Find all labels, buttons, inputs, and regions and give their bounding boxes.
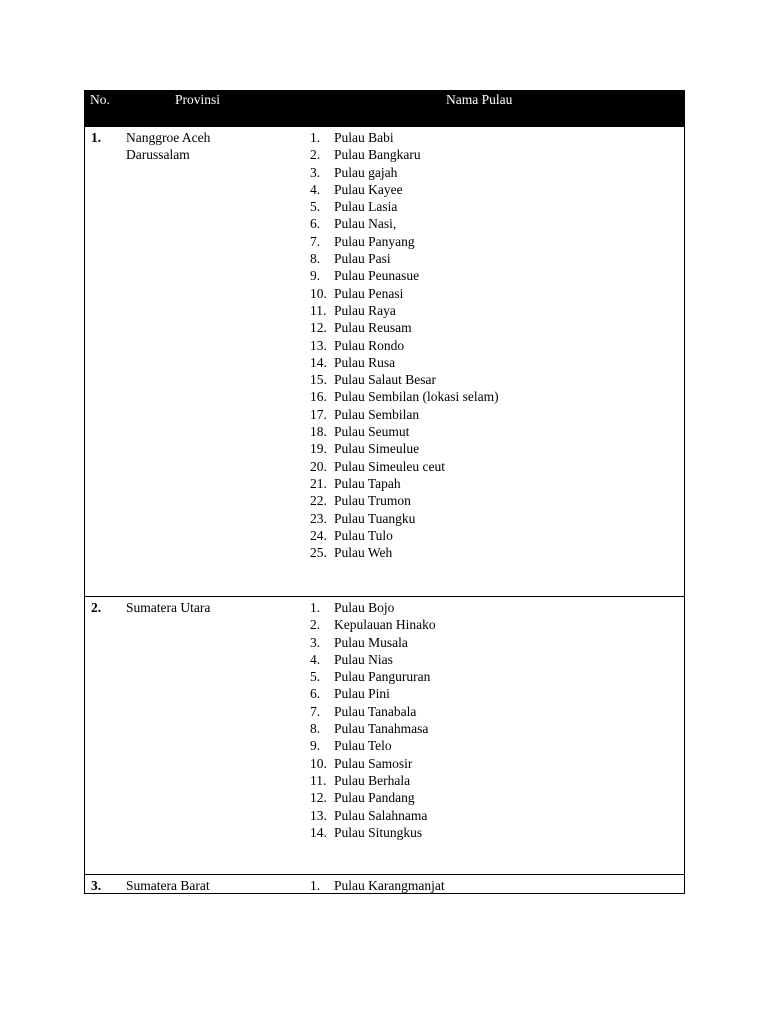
island-name: Pulau Simeulue (334, 441, 420, 457)
island-item (310, 703, 436, 720)
island-name: Pulau Tapah (334, 475, 401, 491)
island-item (310, 267, 499, 284)
island-name: Pulau Penasi (334, 285, 404, 301)
island-item (310, 737, 436, 754)
island-item (310, 285, 499, 302)
island-name: Pulau Seumut (334, 424, 410, 440)
island-name: Pulau Situngkus (334, 824, 423, 840)
island-name: Pulau Reusam (334, 320, 412, 336)
island-item (310, 668, 436, 685)
island-name: Pulau Tanabala (334, 703, 417, 719)
island-item (310, 544, 499, 561)
island-name: Pulau Berhala (334, 772, 411, 788)
row-number: 2. (91, 600, 102, 615)
island-item (310, 406, 499, 423)
island-name: Pulau Bojo (334, 600, 395, 615)
island-item (310, 337, 499, 354)
island-name: Pulau Rusa (334, 354, 396, 370)
island-number: 1. (310, 600, 321, 615)
island-number: 15. (310, 372, 327, 388)
island-number: 2. (310, 147, 321, 163)
island-number: 1. (310, 878, 321, 893)
island-name: Pulau Musala (334, 634, 408, 650)
island-item (310, 510, 499, 527)
island-number: 11. (310, 772, 327, 788)
island-item (310, 789, 436, 806)
island-number: 10. (310, 285, 327, 301)
island-number: 3. (310, 634, 321, 650)
island-name: Pulau Peunasue (334, 268, 420, 284)
island-number: 4. (310, 651, 321, 667)
island-number: 14. (310, 354, 327, 370)
island-number: 21. (310, 475, 327, 491)
province-name: Nanggroe Aceh Darussalam (126, 130, 211, 163)
island-item (310, 354, 499, 371)
island-name: Pulau Tuangku (334, 510, 416, 526)
island-item (310, 164, 499, 181)
island-number: 12. (310, 320, 327, 336)
island-name: Pulau Tulo (334, 527, 393, 543)
island-item (310, 388, 499, 405)
island-name: Pulau Bangkaru (334, 147, 421, 163)
island-list (310, 599, 436, 841)
island-number: 23. (310, 510, 327, 526)
island-name: Pulau Samosir (334, 755, 413, 771)
island-number: 8. (310, 721, 321, 737)
island-item (310, 215, 499, 232)
island-name: Pulau Karangmanjat (334, 878, 445, 893)
island-number: 11. (310, 302, 327, 318)
island-name: Pulau Nias (334, 651, 393, 667)
island-number: 1. (310, 130, 321, 145)
island-item (310, 475, 499, 492)
island-item (310, 146, 499, 163)
table-header (84, 90, 685, 127)
island-item (310, 233, 499, 250)
island-name: Pulau Raya (334, 302, 396, 318)
island-name: Pulau Panyang (334, 233, 415, 249)
island-name: Pulau Babi (334, 130, 394, 145)
island-item (310, 527, 499, 544)
island-item (310, 492, 499, 509)
table-row (84, 597, 685, 875)
island-list (310, 877, 445, 894)
header-nama-pulau: Nama Pulau (446, 92, 513, 107)
island-item (310, 302, 499, 319)
island-name: Pulau Pangururan (334, 669, 431, 685)
island-item (310, 824, 436, 841)
island-item (310, 755, 436, 772)
table-row (84, 127, 685, 597)
island-name: Pulau Salahnama (334, 807, 428, 823)
island-name: Pulau Salaut Besar (334, 372, 436, 388)
island-number: 14. (310, 824, 327, 840)
island-name: Pulau Sembilan (334, 406, 420, 422)
island-number: 6. (310, 216, 321, 232)
island-item (310, 807, 436, 824)
island-number: 25. (310, 545, 327, 561)
island-name: Pulau gajah (334, 164, 398, 180)
island-item (310, 319, 499, 336)
island-name: Pulau Trumon (334, 493, 411, 509)
island-number: 8. (310, 251, 321, 267)
island-item (310, 720, 436, 737)
island-name: Pulau Rondo (334, 337, 405, 353)
header-no: No. (90, 92, 110, 107)
island-item (310, 181, 499, 198)
header-provinsi: Provinsi (175, 92, 221, 107)
island-name: Kepulauan Hinako (334, 617, 436, 633)
island-item (310, 877, 445, 894)
island-name: Pulau Weh (334, 545, 393, 561)
island-name: Pulau Tanahmasa (334, 721, 429, 737)
island-item (310, 599, 436, 616)
island-item (310, 440, 499, 457)
island-item (310, 198, 499, 215)
island-number: 19. (310, 441, 327, 457)
island-table (84, 90, 685, 894)
island-number: 13. (310, 337, 327, 353)
island-number: 18. (310, 424, 327, 440)
island-number: 2. (310, 617, 321, 633)
island-number: 22. (310, 493, 327, 509)
island-number: 5. (310, 199, 321, 215)
island-number: 4. (310, 181, 321, 197)
island-number: 6. (310, 686, 321, 702)
island-name: Pulau Pandang (334, 790, 415, 806)
row-number: 3. (91, 878, 102, 893)
island-number: 24. (310, 527, 327, 543)
island-item (310, 423, 499, 440)
island-number: 9. (310, 268, 321, 284)
island-number: 12. (310, 790, 327, 806)
island-number: 10. (310, 755, 327, 771)
province-name: Sumatera Barat (126, 878, 210, 893)
island-item (310, 772, 436, 789)
island-name: Pulau Nasi, (334, 216, 397, 232)
island-item (310, 129, 499, 146)
island-item (310, 458, 499, 475)
island-item (310, 685, 436, 702)
island-number: 7. (310, 233, 321, 249)
island-item (310, 250, 499, 267)
island-item (310, 634, 436, 651)
island-number: 5. (310, 669, 321, 685)
province-name: Sumatera Utara (126, 600, 211, 615)
island-number: 3. (310, 164, 321, 180)
island-item (310, 371, 499, 388)
island-number: 7. (310, 703, 321, 719)
island-number: 13. (310, 807, 327, 823)
island-name: Pulau Pasi (334, 251, 391, 267)
island-number: 17. (310, 406, 327, 422)
island-number: 16. (310, 389, 327, 405)
island-name: Pulau Lasia (334, 199, 398, 215)
island-number: 9. (310, 738, 321, 754)
island-list (310, 129, 499, 561)
island-item (310, 651, 436, 668)
island-name: Pulau Pini (334, 686, 390, 702)
island-number: 20. (310, 458, 327, 474)
island-name: Pulau Sembilan (lokasi selam) (334, 389, 499, 405)
island-name: Pulau Telo (334, 738, 392, 754)
table-row (84, 875, 685, 894)
row-number: 1. (91, 130, 102, 145)
island-name: Pulau Simeuleu ceut (334, 458, 445, 474)
island-name: Pulau Kayee (334, 181, 403, 197)
island-item (310, 616, 436, 633)
